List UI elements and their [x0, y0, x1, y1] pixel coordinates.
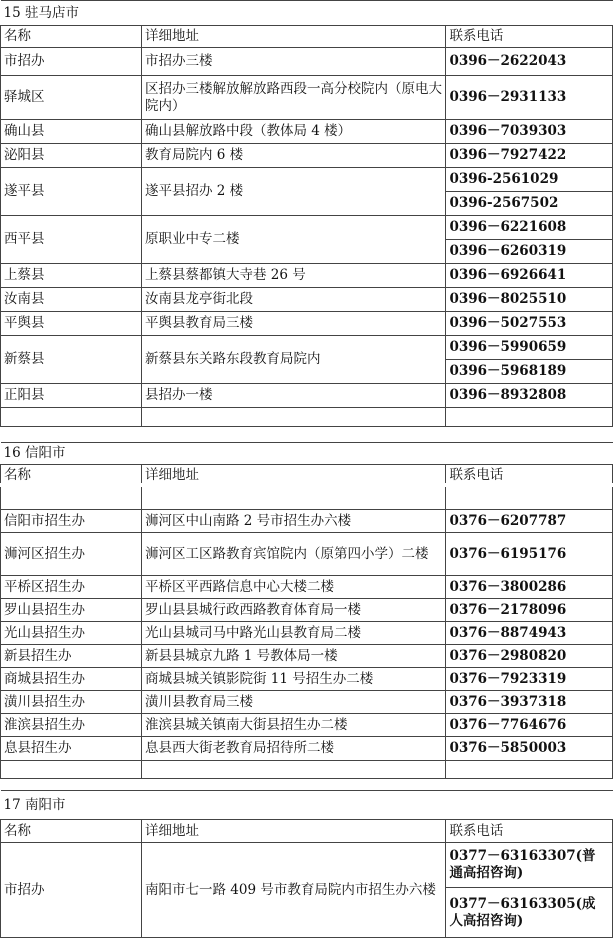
office-phone: 0396－2931133 [446, 76, 613, 120]
office-phone: 0377－63163305(成人高招咨询) [446, 888, 613, 938]
col-header-address: 详细地址 [141, 820, 445, 843]
office-phone: 0396－5027553 [446, 312, 613, 336]
office-phone: 0376－6195176 [446, 533, 613, 576]
section-table-nanyang [0, 790, 613, 938]
office-name: 遂平县 [1, 168, 142, 216]
office-phone: 0376－3800286 [446, 576, 613, 599]
office-phone: 0376－2980820 [446, 645, 613, 668]
table-row [1, 216, 613, 240]
office-name: 新县招生办 [1, 645, 142, 668]
office-address: 确山县解放路中段（教体局 4 楼） [141, 120, 445, 144]
office-address: 遂平县招办 2 楼 [141, 168, 445, 216]
office-name: 西平县 [1, 216, 142, 264]
section-table-xinyang [0, 442, 613, 779]
empty-row [1, 408, 613, 427]
table-row [1, 48, 613, 76]
office-address: 市招办三楼 [141, 48, 445, 76]
office-phone: 0396－5990659 [446, 336, 613, 360]
office-address: 上蔡县蔡都镇大寺巷 26 号 [141, 264, 445, 288]
col-header-name: 名称 [1, 465, 142, 486]
office-name: 泌阳县 [1, 144, 142, 168]
table-row [1, 312, 613, 336]
office-address: 平舆县教育局三楼 [141, 312, 445, 336]
col-header-name: 名称 [1, 820, 142, 843]
office-name: 正阳县 [1, 384, 142, 408]
table-row [1, 668, 613, 691]
office-phone: 0396－6260319 [446, 240, 613, 264]
table-row [1, 622, 613, 645]
office-address: 浉河区中山南路 2 号市招生办六楼 [141, 510, 445, 533]
office-phone: 0376－3937318 [446, 691, 613, 714]
office-phone: 0376－6207787 [446, 510, 613, 533]
page-gap [0, 483, 613, 487]
office-address: 潢川县教育局三楼 [141, 691, 445, 714]
office-address: 县招办一楼 [141, 384, 445, 408]
spacer-row [1, 486, 613, 510]
table-row [1, 384, 613, 408]
office-phone: 0376－5850003 [446, 737, 613, 761]
office-address: 商城县城关镇影院街 11 号招生办二楼 [141, 668, 445, 691]
office-name: 罗山县招生办 [1, 599, 142, 622]
section-title: 16 信阳市 [1, 443, 613, 465]
office-name: 市招办 [1, 48, 142, 76]
office-phone: 0396－2622043 [446, 48, 613, 76]
office-phone: 0376－8874943 [446, 622, 613, 645]
table-row [1, 737, 613, 761]
office-name: 平桥区招生办 [1, 576, 142, 599]
office-address: 区招办三楼解放解放路西段一高分校院内（原电大院内） [141, 76, 445, 120]
col-header-phone: 联系电话 [446, 26, 613, 48]
office-phone: 0376－7923319 [446, 668, 613, 691]
office-phone: 0396－6221608 [446, 216, 613, 240]
office-address: 淮滨县城关镇南大街县招生办二楼 [141, 714, 445, 737]
office-phone: 0376－2178096 [446, 599, 613, 622]
section-title: 15 驻马店市 [1, 1, 613, 26]
office-address: 南阳市七一路 409 号市教育局院内市招生办六楼 [141, 843, 445, 938]
office-name: 潢川县招生办 [1, 691, 142, 714]
office-phone: 0396－6926641 [446, 264, 613, 288]
section-title: 17 南阳市 [1, 791, 613, 820]
office-name: 息县招生办 [1, 737, 142, 761]
table-row [1, 510, 613, 533]
office-address: 原职业中专二楼 [141, 216, 445, 264]
office-name: 淮滨县招生办 [1, 714, 142, 737]
table-row [1, 168, 613, 192]
office-phone: 0377－63163307(普通高招咨询) [446, 843, 613, 888]
office-address: 汝南县龙亭街北段 [141, 288, 445, 312]
office-name: 市招办 [1, 843, 142, 938]
office-name: 浉河区招生办 [1, 533, 142, 576]
office-address: 息县西大街老教育局招待所二楼 [141, 737, 445, 761]
office-name: 信阳市招生办 [1, 510, 142, 533]
office-name: 汝南县 [1, 288, 142, 312]
office-address: 平桥区平西路信息中心大楼二楼 [141, 576, 445, 599]
office-address: 新县县城京九路 1 号教体局一楼 [141, 645, 445, 668]
table-row [1, 144, 613, 168]
office-address: 光山县城司马中路光山县教育局二楼 [141, 622, 445, 645]
table-row [1, 120, 613, 144]
office-address: 罗山县县城行政西路教育体育局一楼 [141, 599, 445, 622]
table-row [1, 533, 613, 576]
col-header-address: 详细地址 [141, 465, 445, 486]
col-header-name: 名称 [1, 26, 142, 48]
office-name: 驿城区 [1, 76, 142, 120]
office-name: 上蔡县 [1, 264, 142, 288]
table-row [1, 714, 613, 737]
table-row [1, 288, 613, 312]
table-row [1, 645, 613, 668]
col-header-phone: 联系电话 [446, 465, 613, 486]
office-address: 新蔡县东关路东段教育局院内 [141, 336, 445, 384]
table-row [1, 336, 613, 360]
col-header-phone: 联系电话 [446, 820, 613, 843]
col-header-address: 详细地址 [141, 26, 445, 48]
office-phone: 0396-2561029 [446, 168, 613, 192]
office-phone: 0396-2567502 [446, 192, 613, 216]
office-phone: 0396－5968189 [446, 360, 613, 384]
table-row [1, 599, 613, 622]
table-row [1, 576, 613, 599]
empty-row [1, 761, 613, 779]
office-name: 平舆县 [1, 312, 142, 336]
table-row [1, 264, 613, 288]
office-phone: 0396－7927422 [446, 144, 613, 168]
table-row [1, 76, 613, 120]
table-row [1, 843, 613, 888]
office-phone: 0396－8025510 [446, 288, 613, 312]
office-phone: 0396－8932808 [446, 384, 613, 408]
office-address: 浉河区工区路教育宾馆院内（原第四小学）二楼 [141, 533, 445, 576]
office-name: 光山县招生办 [1, 622, 142, 645]
office-address: 教育局院内 6 楼 [141, 144, 445, 168]
office-phone: 0396－7039303 [446, 120, 613, 144]
table-row [1, 691, 613, 714]
office-name: 新蔡县 [1, 336, 142, 384]
section-table-zhumadian [0, 0, 613, 427]
office-name: 确山县 [1, 120, 142, 144]
office-name: 商城县招生办 [1, 668, 142, 691]
office-phone: 0376－7764676 [446, 714, 613, 737]
